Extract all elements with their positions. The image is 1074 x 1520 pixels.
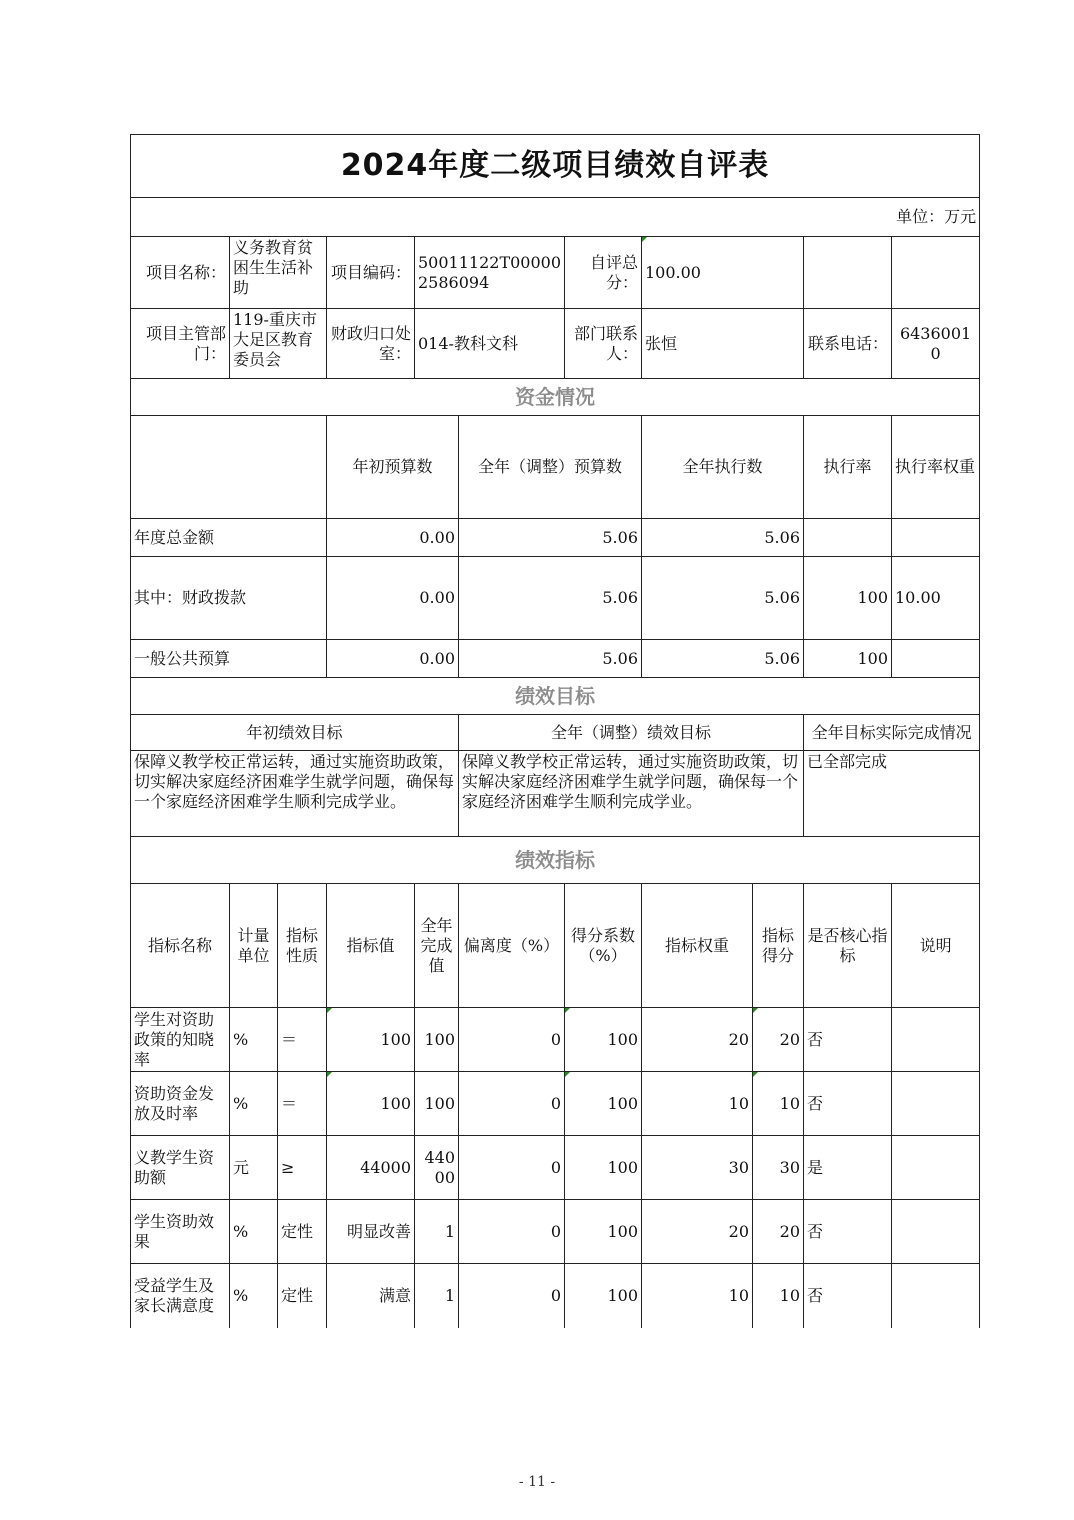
funds-header-blank [131,416,327,519]
ind-name: 受益学生及家长满意度 [131,1264,230,1328]
ind-weight: 30 [642,1136,753,1200]
funds-row-initial: 0.00 [327,519,459,557]
ind-unit: % [230,1008,278,1072]
ind-nature: ＝ [278,1008,327,1072]
ind-target: 100 [327,1072,415,1136]
project-code-label: 项目编码： [327,237,415,309]
ind-note [892,1136,980,1200]
goals-adjusted-text: 保障义教学校正常运转，通过实施资助政策，切实解决家庭经济困难学生就学问题，确保每一个家庭经济困难学生顺利完成学业。 [459,751,804,837]
ind-header-name: 指标名称 [131,884,230,1008]
ind-deviation: 0 [459,1072,565,1136]
goals-actual-text: 已全部完成 [804,751,980,837]
ind-core: 否 [804,1264,892,1328]
funds-row-name: 其中：财政拨款 [131,557,327,640]
funds-row-rate: 100 [804,640,892,678]
ind-unit: 元 [230,1136,278,1200]
funds-header-weight: 执行率权重 [892,416,980,519]
ind-score: 20 [753,1008,804,1072]
funds-row-executed: 5.06 [642,519,804,557]
funds-row-weight: 10.00 [892,557,980,640]
finance-label: 财政归口处室： [327,309,415,379]
funds-row [131,519,980,557]
funds-row-rate: 100 [804,557,892,640]
funds-section-title: 资金情况 [131,379,980,416]
form-title: 2024年度二级项目绩效自评表 [131,135,980,198]
ind-target: 明显改善 [327,1200,415,1264]
ind-score: 10 [753,1264,804,1328]
ind-nature: 定性 [278,1264,327,1328]
blank-cell [804,237,892,309]
ind-target: 100 [327,1008,415,1072]
ind-nature: 定性 [278,1200,327,1264]
ind-note [892,1264,980,1328]
blank-cell [892,237,980,309]
indicator-row [131,1072,980,1136]
ind-header-score: 指标得分 [753,884,804,1008]
funds-row-adjusted: 5.06 [459,519,642,557]
ind-weight: 10 [642,1072,753,1136]
indicator-row [131,1136,980,1200]
goals-header-actual: 全年目标实际完成情况 [804,715,980,751]
funds-row-initial: 0.00 [327,557,459,640]
ind-name: 学生对资助政策的知晓率 [131,1008,230,1072]
funds-row-initial: 0.00 [327,640,459,678]
funds-row-rate [804,519,892,557]
ind-header-nature: 指标性质 [278,884,327,1008]
unit-label: 单位：万元 [131,198,980,237]
funds-row-weight [892,519,980,557]
ind-core: 否 [804,1200,892,1264]
funds-row-executed: 5.06 [642,557,804,640]
dept-label: 项目主管部门： [131,309,230,379]
project-name-value: 义务教育贫困生生活补助 [230,237,327,309]
score-label: 自评总分： [565,237,642,309]
indicator-row [131,1008,980,1072]
ind-name: 资助资金发放及时率 [131,1072,230,1136]
contact-value: 张恒 [642,309,804,379]
ind-actual: 100 [415,1008,459,1072]
score-value: 100.00 [642,237,804,309]
evaluation-form [130,134,979,1328]
ind-header-note: 说明 [892,884,980,1008]
ind-coef: 100 [565,1264,642,1328]
funds-header-executed: 全年执行数 [642,416,804,519]
ind-header-weight: 指标权重 [642,884,753,1008]
ind-nature: ≥ [278,1136,327,1200]
funds-row-adjusted: 5.06 [459,557,642,640]
ind-note [892,1008,980,1072]
goals-header-initial: 年初绩效目标 [131,715,459,751]
ind-score: 30 [753,1136,804,1200]
funds-header-initial: 年初预算数 [327,416,459,519]
indicators-section-title: 绩效指标 [131,837,980,884]
ind-target: 44000 [327,1136,415,1200]
finance-value: 014-教科文科 [415,309,565,379]
ind-note [892,1200,980,1264]
project-code-value: 50011122T000002586094 [415,237,565,309]
project-name-label: 项目名称： [131,237,230,309]
ind-actual: 1 [415,1200,459,1264]
funds-row-weight [892,640,980,678]
ind-actual: 100 [415,1072,459,1136]
funds-header-adjusted: 全年（调整）预算数 [459,416,642,519]
ind-coef: 100 [565,1008,642,1072]
ind-coef: 100 [565,1136,642,1200]
ind-target: 满意 [327,1264,415,1328]
contact-label: 部门联系人： [565,309,642,379]
ind-weight: 20 [642,1200,753,1264]
ind-note [892,1072,980,1136]
funds-row [131,557,980,640]
ind-deviation: 0 [459,1264,565,1328]
ind-actual: 1 [415,1264,459,1328]
ind-score: 10 [753,1072,804,1136]
ind-name: 义教学生资助额 [131,1136,230,1200]
funds-row-name: 年度总金额 [131,519,327,557]
dept-value: 119-重庆市大足区教育委员会 [230,309,327,379]
phone-label: 联系电话： [804,309,892,379]
funds-row-executed: 5.06 [642,640,804,678]
ind-unit: % [230,1072,278,1136]
ind-core: 是 [804,1136,892,1200]
ind-deviation: 0 [459,1136,565,1200]
funds-header-rate: 执行率 [804,416,892,519]
ind-deviation: 0 [459,1200,565,1264]
ind-header-core: 是否核心指标 [804,884,892,1008]
funds-row [131,640,980,678]
ind-header-target: 指标值 [327,884,415,1008]
indicator-row [131,1264,980,1328]
phone-value: 64360010 [892,309,980,379]
ind-weight: 20 [642,1008,753,1072]
ind-nature: ＝ [278,1072,327,1136]
funds-row-adjusted: 5.06 [459,640,642,678]
ind-header-deviation: 偏离度（%） [459,884,565,1008]
ind-unit: % [230,1200,278,1264]
ind-header-unit: 计量单位 [230,884,278,1008]
ind-name: 学生资助效果 [131,1200,230,1264]
ind-coef: 100 [565,1200,642,1264]
page-number: - 11 - [518,1474,556,1490]
ind-coef: 100 [565,1072,642,1136]
goals-section-title: 绩效目标 [131,678,980,715]
ind-header-actual: 全年完成值 [415,884,459,1008]
ind-deviation: 0 [459,1008,565,1072]
funds-row-name: 一般公共预算 [131,640,327,678]
ind-weight: 10 [642,1264,753,1328]
ind-core: 否 [804,1072,892,1136]
ind-header-coef: 得分系数（%） [565,884,642,1008]
goals-header-adjusted: 全年（调整）绩效目标 [459,715,804,751]
ind-unit: % [230,1264,278,1328]
ind-actual: 44000 [415,1136,459,1200]
ind-core: 否 [804,1008,892,1072]
indicator-row [131,1200,980,1264]
ind-score: 20 [753,1200,804,1264]
evaluation-table [130,134,980,1328]
goals-initial-text: 保障义教学校正常运转，通过实施资助政策，切实解决家庭经济困难学生就学问题，确保每一个家庭经济困难学生顺利完成学业。 [131,751,459,837]
